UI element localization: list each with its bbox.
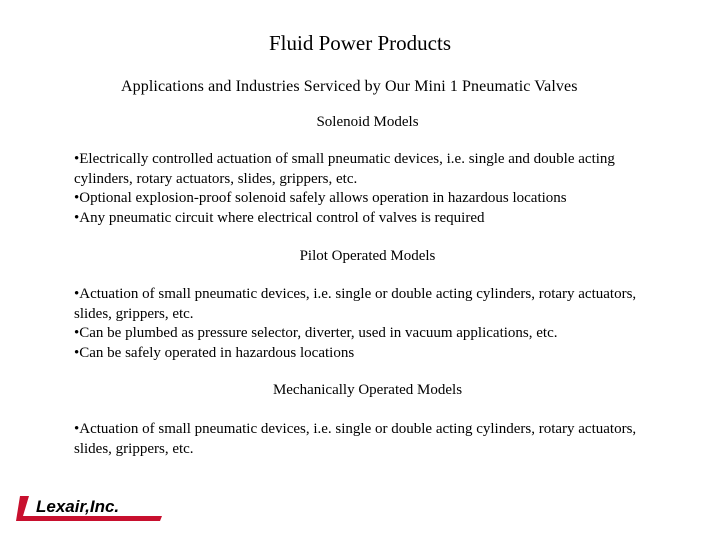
section-heading-pilot: Pilot Operated Models bbox=[299, 248, 436, 264]
bullet-item: •Can be safely operated in hazardous locations bbox=[74, 344, 355, 361]
bullet-item: •Can be plumbed as pressure selector, diverter, used in vacuum applications, etc. bbox=[74, 325, 558, 341]
bullet-list-pilot bbox=[74, 285, 674, 363]
bullet-list-mechanical bbox=[74, 420, 674, 459]
lexair-logo-icon bbox=[16, 494, 162, 522]
bullet-item: •Any pneumatic circuit where electrical control of valves is required bbox=[74, 209, 485, 226]
page-title: Fluid Power Products bbox=[268, 31, 451, 55]
bullet-item: •Actuation of small pneumatic devices, i.e. single or double acting cylinders, rotary actuators, slides, grippers, etc. bbox=[74, 286, 637, 322]
bullet-list-solenoid bbox=[74, 150, 674, 228]
logo-text: Lexair,Inc. bbox=[36, 497, 120, 516]
section-heading-solenoid: Solenoid Models bbox=[316, 114, 419, 130]
bullet-item: •Actuation of small pneumatic devices, i.e. single or double acting cylinders, rotary actuators, slides, grippers, etc. bbox=[74, 421, 637, 457]
bullet-item: •Electrically controlled actuation of small pneumatic devices, i.e. single and double acting cylinders, rotary actuators, slides, grippers, etc. bbox=[74, 151, 615, 187]
page-subtitle: Applications and Industries Serviced by Our Mini 1 Pneumatic Valves bbox=[121, 78, 578, 95]
section-heading-mechanical: Mechanically Operated Models bbox=[272, 382, 463, 398]
bullet-item: •Optional explosion-proof solenoid safely allows operation in hazardous locations bbox=[74, 190, 567, 206]
